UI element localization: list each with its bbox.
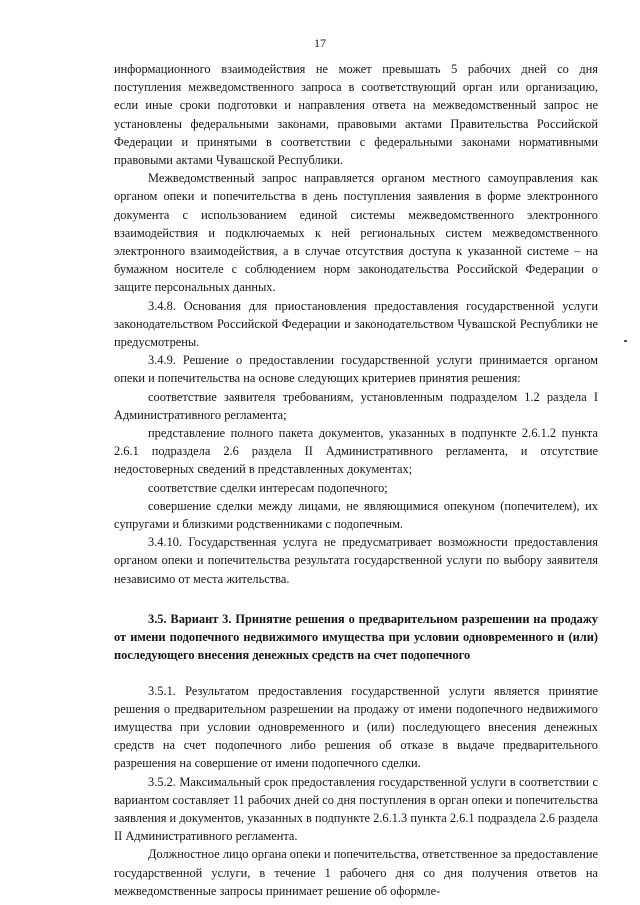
criteria-item: соответствие сделки интересам подопечного; [148, 480, 388, 495]
page-number: 17 [314, 36, 326, 50]
section-heading: 3.5. Вариант 3. Принятие решения о предварительном разрешении на продажу от имени подопечного недвижимого имущества при условии одновременного и (или) последующего внесения денежных средств на счет подопечного [114, 611, 598, 663]
paragraph: 3.4.8. Основания для приостановления предоставления государственной услуги законодательством Российской Федерации и законодательством Чувашской Республики не предусмотрены. [114, 298, 598, 350]
criteria-item: совершение сделки между лицами, не являющимися опекуном (попечителем), их супругами и близкими родственниками с подопечным. [114, 498, 598, 532]
paragraph: 3.5.2. Максимальный срок предоставления государственной услуги в соответствии с вариантом составляет 11 рабочих дней со дня поступления в орган опеки и попечительства заявления и документов, указанных в подпункте 2.6.1.3 пункта 2.6.1 подраздела 2.6 раздела II Административного регламента. [114, 774, 598, 844]
criteria-item: представление полного пакета документов, указанных в подпункте 2.6.1.2 пункта 2.6.1 подраздела 2.6 раздела II Административного регламента, и отсутствие недостоверных сведений в представленных документах; [114, 426, 598, 477]
paragraph: Межведомственный запрос направляется органом местного самоуправления как органом опеки и попечительства в день поступления заявления в форме электронного документа с использованием единой системы межведомственного электронного взаимодействия и подключаемых к ней региональных систем межведомственного электронного взаимодействия, а в случае отсутствия доступа к указанной системе – на бумажном носителе с соблюдением норм законодательства Российской Федерации о защите персональных данных. [114, 171, 598, 295]
scan-margin-mark [624, 340, 627, 342]
paragraph: 3.4.10. Государственная услуга не предусматривает возможности предоставления органом опеки и попечительства результата государственной услуги по выбору заявителя независимо от места жительства. [114, 535, 598, 586]
document-body [114, 60, 598, 900]
paragraph: информационного взаимодействия не может превышать 5 рабочих дней со дня поступления межведомственного запроса в соответствующий орган или организацию, если иные сроки подготовки и направления ответа на межведомственный запрос не установлены федеральными законами, правовыми актами Правительства Российской Федерации и принятыми в соответствии с федеральными законами нормативными правовыми актами Чувашской Республики. [114, 62, 598, 168]
paragraph: 3.5.1. Результатом предоставления государственной услуги является принятие решения о предварительном разрешении на продажу от имени подопечного недвижимого имущества при условии одновременного и (или) последующего внесения денежных средств на счет подопечного либо решения об отказе в выдаче предварительного разрешения на совершение от имени подопечного сделки. [114, 683, 598, 771]
paragraph: 3.4.9. Решение о предоставлении государственной услуги принимается органом опеки и попечительства на основе следующих критериев принятия решения: [114, 353, 598, 386]
criteria-item: соответствие заявителя требованиям, установленным подразделом 1.2 раздела I Административного регламента; [114, 389, 598, 422]
paragraph: Должностное лицо органа опеки и попечительства, ответственное за предоставление государственной услуги, в течение 1 рабочего дня со дня получения ответов на межведомственные запросы принимает решение об оформле- [114, 847, 598, 898]
